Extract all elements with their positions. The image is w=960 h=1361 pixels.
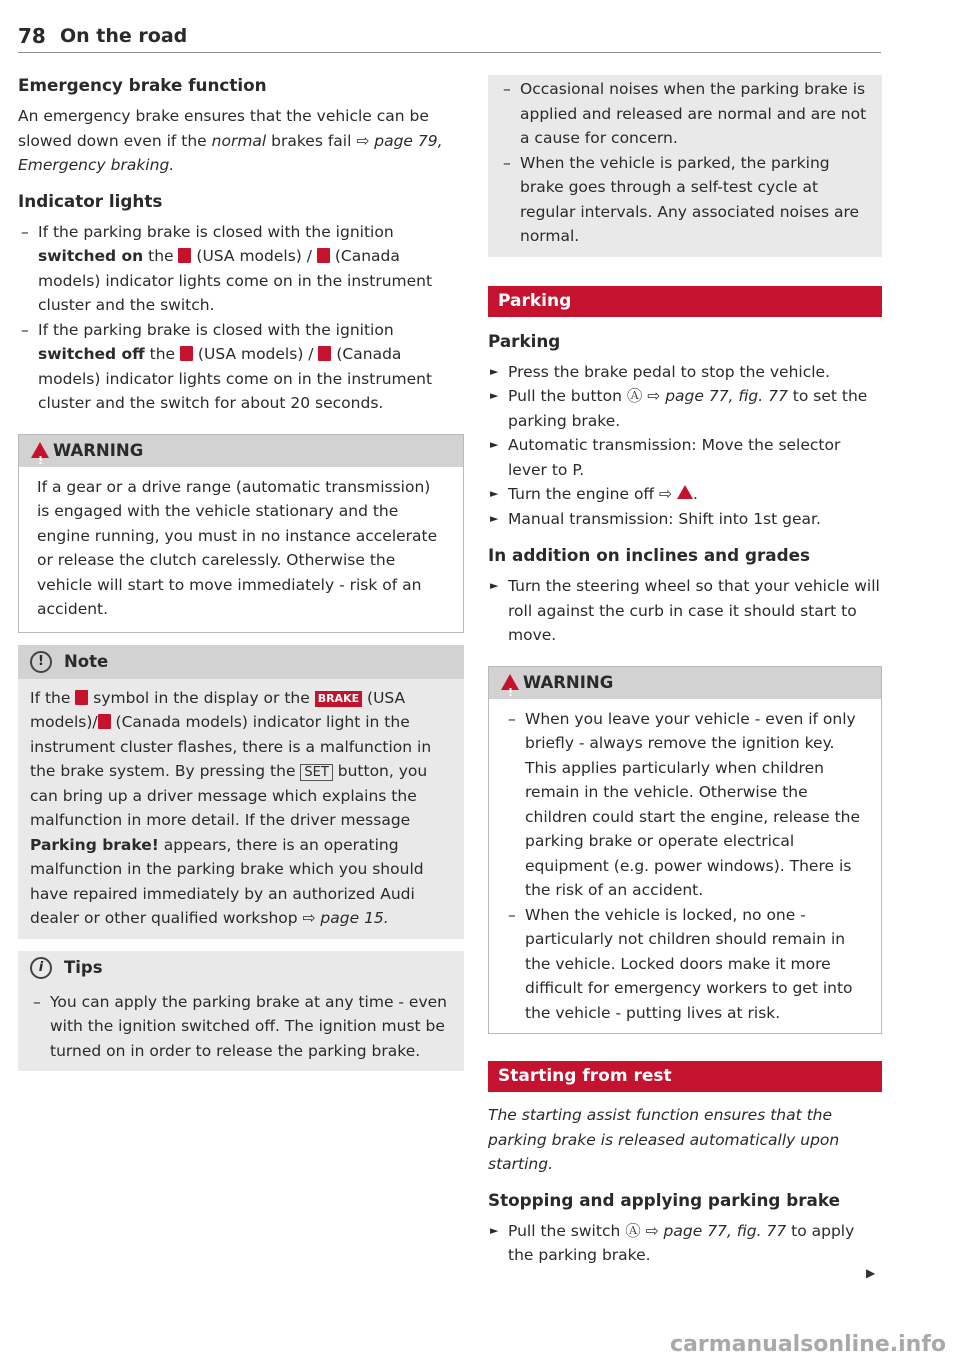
parking-brake-indicator-icon	[317, 248, 330, 263]
heading-parking: Parking	[488, 330, 561, 351]
tips-header: i Tips	[18, 951, 464, 985]
step-item: ► Turn the steering wheel so that your vehicle will roll against the curb in case it should start to move.	[488, 574, 882, 648]
indicator-item: – If the parking brake is closed with the ignition switched off the (USA models) / (Canada models) indicator lights come on in the instrument cluster and the switch for about 20 seconds.	[18, 318, 463, 416]
heading-inclines: In addition on inclines and grades	[488, 545, 810, 565]
warning-triangle-icon	[677, 485, 693, 499]
continue-arrow-icon: ▶	[866, 1266, 876, 1280]
parking-brake-indicator-icon	[180, 346, 193, 361]
warning-header: ! WARNING	[489, 667, 881, 699]
parking-brake-indicator-icon	[178, 248, 191, 263]
warning-header: ! WARNING	[19, 435, 463, 467]
warning-triangle-icon	[31, 442, 49, 458]
parking-brake-indicator-icon	[318, 346, 331, 361]
brake-warning-icon	[75, 690, 88, 705]
brake-warning-icon	[98, 714, 111, 729]
step-item: ► Turn the engine off ⇨ .	[488, 482, 882, 507]
indicator-item: – If the parking brake is closed with the ignition switched on the (USA models) / (Canada models) indicator lights come on in the instrument cluster and the switch.	[18, 220, 463, 318]
emergency-paragraph: An emergency brake ensures that the vehicle can be slowed down even if the normal brakes fail ⇨ page 79, Emergency braking.	[18, 107, 443, 174]
page-ref-link[interactable]: ⇨ page 77, fig. 77	[645, 1221, 787, 1240]
set-key: SET	[300, 764, 332, 781]
warning-item: – When the vehicle is locked, no one - particularly not children should remain in the vehicle. Locked doors make it more difficult for emergency workers to get into the vehicle - putting lives at risk.	[505, 903, 869, 1026]
section-bar-starting: Starting from rest	[488, 1061, 882, 1092]
step-item: ► Pull the button Ⓐ ⇨ page 77, fig. 77 to set the parking brake.	[488, 384, 882, 433]
section-bar-parking: Parking	[488, 286, 882, 317]
tips-item: – Occasional noises when the parking brake is applied and released are normal and are not a cause for concern.	[500, 77, 872, 151]
starting-intro: The starting assist function ensures that the parking brake is released automatically upon starting.	[488, 1106, 840, 1173]
page-ref-link[interactable]: ⇨ page 15.	[302, 909, 389, 927]
warning-box	[488, 666, 882, 1035]
brake-indicator-label: BRAKE	[315, 691, 362, 707]
tips-info-icon: i	[30, 957, 52, 979]
right-column	[488, 75, 882, 1268]
warning-box	[18, 434, 464, 633]
note-text: If the symbol in the display or the BRAKE (USA models)/ (Canada models) indicator light in the instrument cluster flashes, there is a malfunction in the brake system. By pressing the SET button, you can bring up a driver message which explains the malfunction in more detail. If the driver message Parking brake! appears, there is an operating malfunction in the parking brake which you should have repaired immediately by an authorized Audi dealer or other qualified workshop ⇨ page 15.	[30, 688, 432, 927]
warning-text: If a gear or a drive range (automatic transmission) is engaged with the vehicle stationary and the engine running, you must in no instance accelerate or release the clutch carelessly. Otherwise the vehicle will start to move immediately - risk of an accident.	[37, 477, 438, 618]
header-rule	[18, 52, 881, 53]
step-item: ► Automatic transmission: Move the selector lever to P.	[488, 433, 882, 482]
step-item: ► Press the brake pedal to stop the vehicle.	[488, 360, 882, 385]
note-circle-icon: !	[30, 651, 52, 673]
warning-item: – When you leave your vehicle - even if only briefly - always remove the ignition key. This applies particularly when children remain in the vehicle. Otherwise the children could start the engine, release the parking brake or operate electrical equipment (e.g. power windows). There is the risk of an accident.	[505, 707, 869, 903]
step-item: ► Manual transmission: Shift into 1st gear.	[488, 507, 882, 532]
heading-stopping: Stopping and applying parking brake	[488, 1189, 840, 1210]
tips-box	[18, 951, 464, 1072]
note-box	[18, 645, 464, 939]
note-header: ! Note	[18, 645, 464, 679]
page-number: 78	[18, 24, 46, 48]
section-title: On the road	[60, 25, 188, 47]
step-item: ► Pull the switch Ⓐ ⇨ page 77, fig. 77 to apply the parking brake.	[488, 1219, 882, 1268]
tips-continuation-box	[488, 75, 882, 257]
tips-item: – When the vehicle is parked, the parking brake goes through a self-test cycle at regular intervals. Any associated noises are normal.	[500, 151, 872, 249]
watermark: carmanualsonline.info	[670, 1332, 946, 1357]
warning-triangle-icon	[501, 674, 519, 690]
heading-indicator: Indicator lights	[18, 190, 163, 211]
heading-emergency: Emergency brake function	[18, 75, 267, 95]
page-ref-link[interactable]: ⇨ page 79, Emergency braking.	[18, 131, 443, 174]
page-ref-link[interactable]: ⇨ page 77, fig. 77	[647, 387, 788, 405]
tips-item: – You can apply the parking brake at any time - even with the ignition switched off. The ignition must be turned on in order to release the parking brake.	[30, 990, 450, 1064]
left-column	[18, 75, 464, 1071]
